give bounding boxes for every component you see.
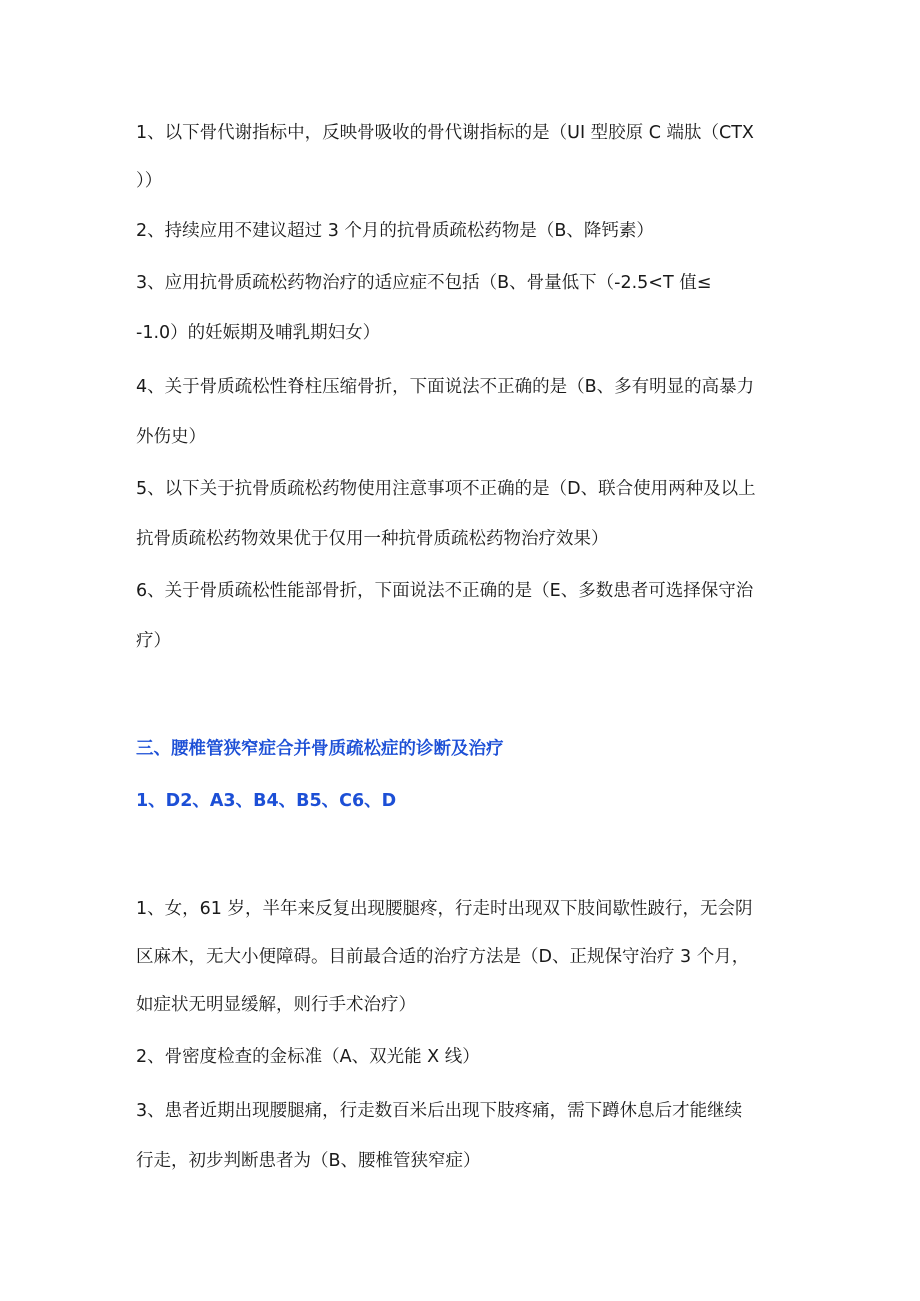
question-5-line-1: 5、以下关于抗骨质疏松药物使用注意事项不正确的是（D、联合使用两种及以上	[136, 479, 756, 499]
answer-key: 1、D2、A3、B4、B5、C6、D	[136, 791, 397, 811]
case-question-1-line-2: 区麻木，无大小便障碍。目前最合适的治疗方法是（D、正规保守治疗 3 个月，	[136, 947, 750, 967]
question-1-line-2: ））	[136, 171, 163, 191]
question-3-line-2: -1.0）的妊娠期及哺乳期妇女）	[136, 323, 381, 343]
question-4-line-2: 外伤史）	[136, 427, 206, 447]
case-question-3-line-1: 3、患者近期出现腰腿痛，行走数百米后出现下肢疼痛，需下蹲休息后才能继续	[136, 1101, 743, 1121]
case-question-1-line-1: 1、女，61 岁，半年来反复出现腰腿疼，行走时出现双下肢间歇性跛行，无会阴	[136, 899, 753, 919]
case-question-3-line-2: 行走，初步判断患者为（B、腰椎管狭窄症）	[136, 1151, 481, 1171]
question-6-line-1: 6、关于骨质疏松性能部骨折，下面说法不正确的是（E、多数患者可选择保守治	[136, 581, 754, 601]
case-question-2-line-1: 2、骨密度检查的金标准（A、双光能 X 线）	[136, 1047, 480, 1067]
question-1-line-1: 1、以下骨代谢指标中，反映骨吸收的骨代谢指标的是（UI 型胶原 C 端肽（CTX	[136, 123, 754, 143]
question-5-line-2: 抗骨质疏松药物效果优于仅用一种抗骨质疏松药物治疗效果）	[136, 529, 609, 549]
section-heading: 三、腰椎管狭窄症合并骨质疏松症的诊断及治疗	[136, 739, 504, 759]
question-4-line-1: 4、关于骨质疏松性脊柱压缩骨折，下面说法不正确的是（B、多有明显的高暴力	[136, 377, 755, 397]
question-2-line-1: 2、持续应用不建议超过 3 个月的抗骨质疏松药物是（B、降钙素）	[136, 221, 654, 241]
question-3-line-1: 3、应用抗骨质疏松药物治疗的适应症不包括（B、骨量低下（-2.5<T 值≤	[136, 273, 712, 293]
question-6-line-2: 疗）	[136, 631, 171, 651]
case-question-1-line-3: 如症状无明显缓解，则行手术治疗）	[136, 995, 416, 1015]
